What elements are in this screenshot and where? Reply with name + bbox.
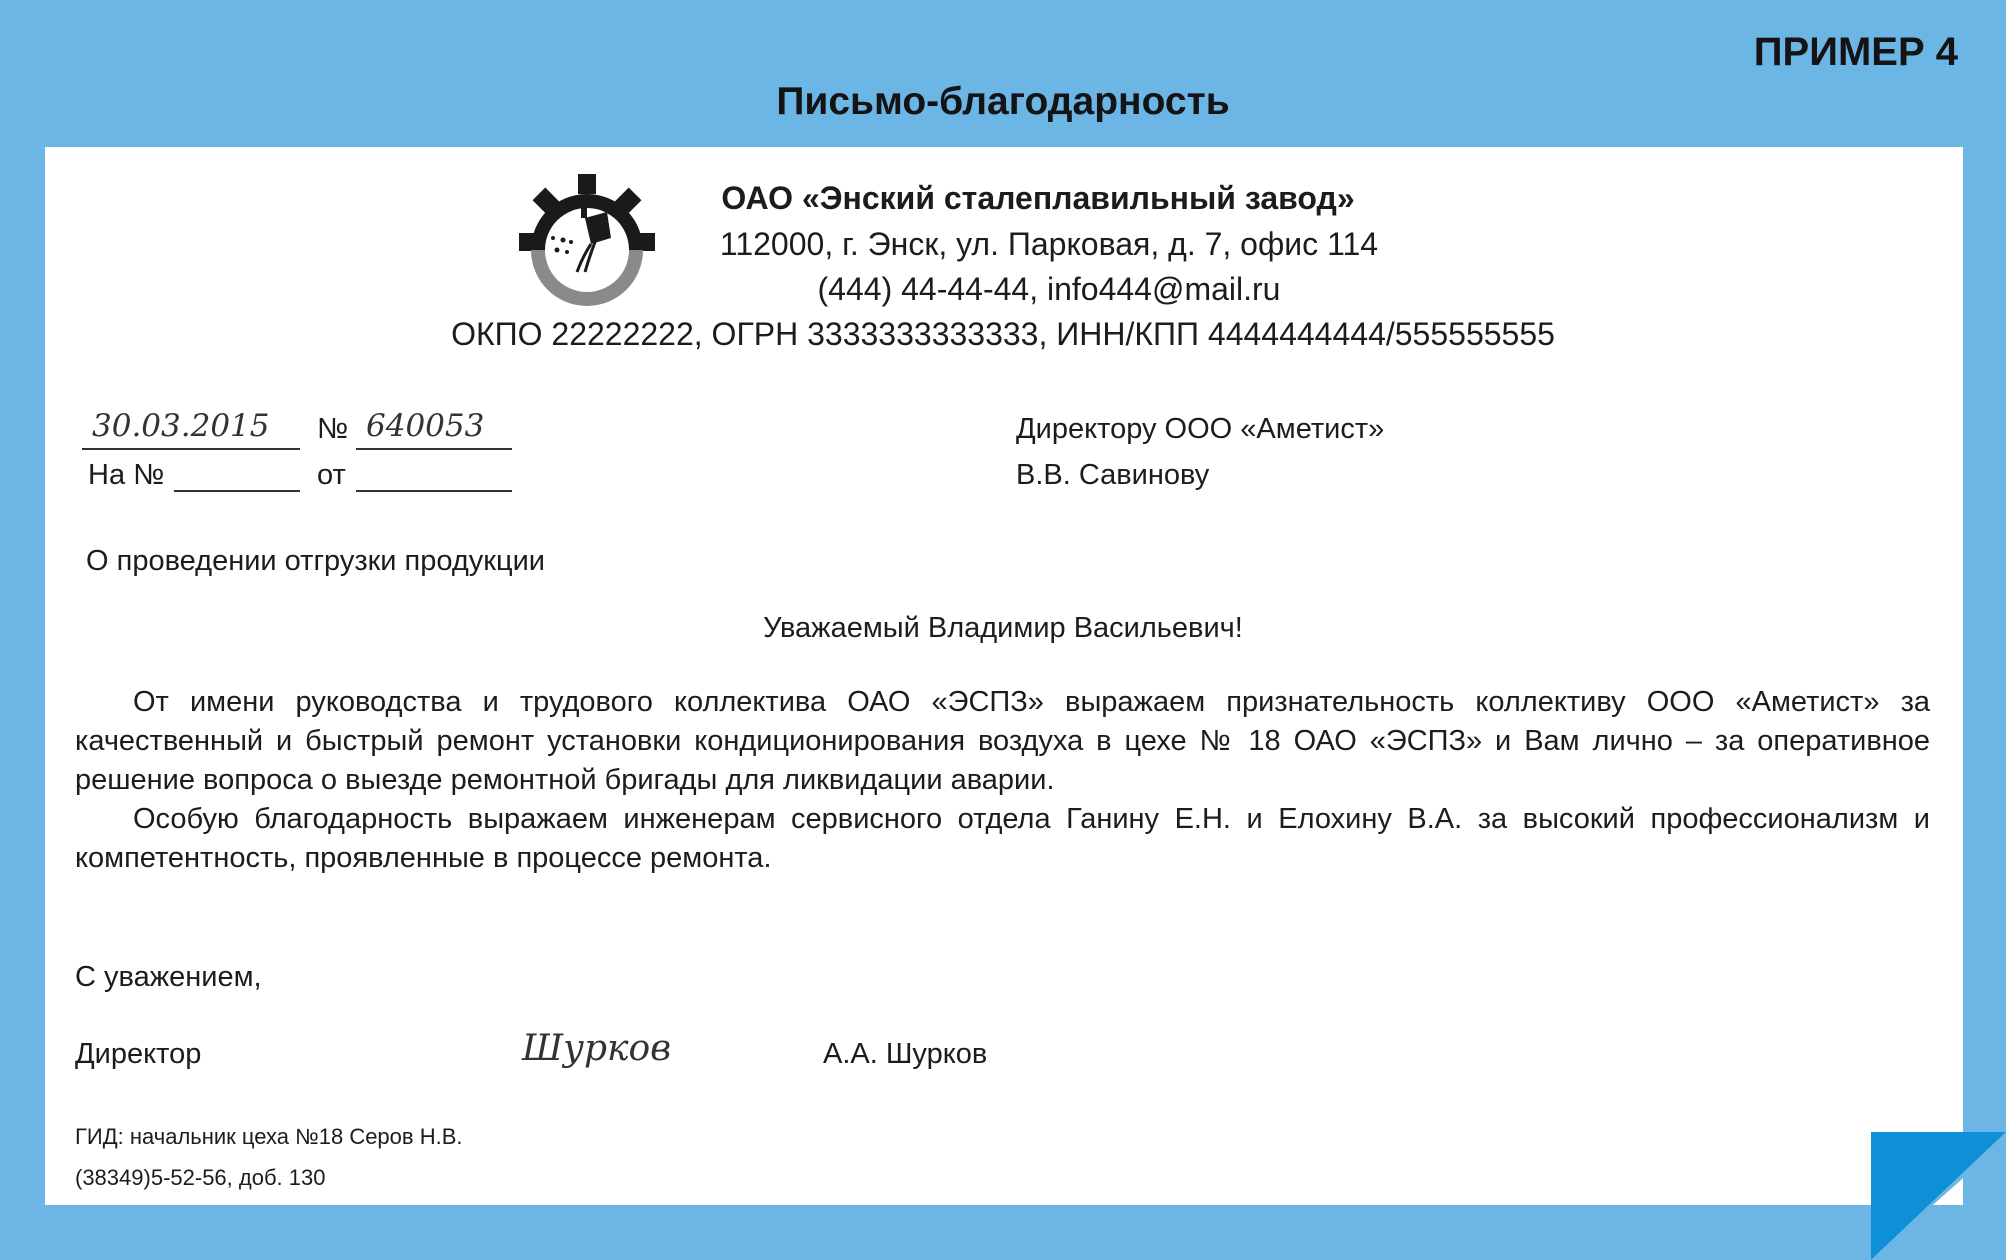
doc-title: Письмо-благодарность	[776, 80, 1230, 123]
signature: Шурков	[522, 1028, 672, 1069]
number-value: 640053	[366, 408, 485, 444]
executor-line-1: ГИД: начальник цеха №18 Серов Н.В.	[75, 1124, 463, 1149]
executor-line-2: (38349)5-52-56, доб. 130	[75, 1165, 326, 1190]
page-fold-corner	[1871, 1132, 2006, 1260]
letter-body	[75, 683, 1930, 878]
addressee-line-1: Директору ООО «Аметист»	[1016, 413, 1385, 445]
signer-name: А.А. Шурков	[823, 1038, 988, 1070]
letterhead-contacts: (444) 44-44-44, info444@mail.ru	[817, 271, 1281, 307]
ref-number-label: На №	[88, 459, 165, 491]
salutation: Уважаемый Владимир Васильевич!	[763, 612, 1243, 644]
example-label: ПРИМЕР 4	[1753, 30, 1958, 74]
addressee-line-2: В.В. Савинову	[1016, 459, 1210, 491]
body-paragraph-2: Особую благодарность выражаем инженерам сервисного отдела Ганину Е.Н. и Елохину В.А. за высокий профессионализм и компетентность, проявленные в процессе ремонта.	[75, 803, 1930, 874]
ref-number-underline	[174, 490, 300, 492]
letterhead-org-name: ОАО «Энский сталеплавильный завод»	[721, 180, 1355, 216]
ref-from-underline	[356, 490, 512, 492]
ref-from-label: от	[317, 459, 346, 491]
number-label: №	[317, 413, 349, 445]
letter-subject: О проведении отгрузки продукции	[86, 545, 546, 577]
date-underline	[82, 448, 300, 450]
letterhead-registration: ОКПО 22222222, ОГРН 3333333333333, ИНН/КПП 4444444444/555555555	[451, 316, 1555, 352]
date-value: 30.03.2015	[92, 408, 270, 444]
closing: С уважением,	[75, 961, 262, 993]
signer-position: Директор	[75, 1038, 202, 1070]
body-paragraph-1: От имени руководства и трудового коллектива ОАО «ЭСПЗ» выражаем признательность коллективу ООО «Аметист» за качественный и быстрый ремонт установки кондиционирования воздуха в цехе № 18 ОАО «ЭСПЗ» и Вам лично – за оперативное решение вопроса о выезде ремонтной бригады для ликвидации аварии.	[75, 686, 1930, 796]
number-underline	[356, 448, 512, 450]
letterhead-address: 112000, г. Энск, ул. Парковая, д. 7, офис 114	[719, 226, 1379, 262]
